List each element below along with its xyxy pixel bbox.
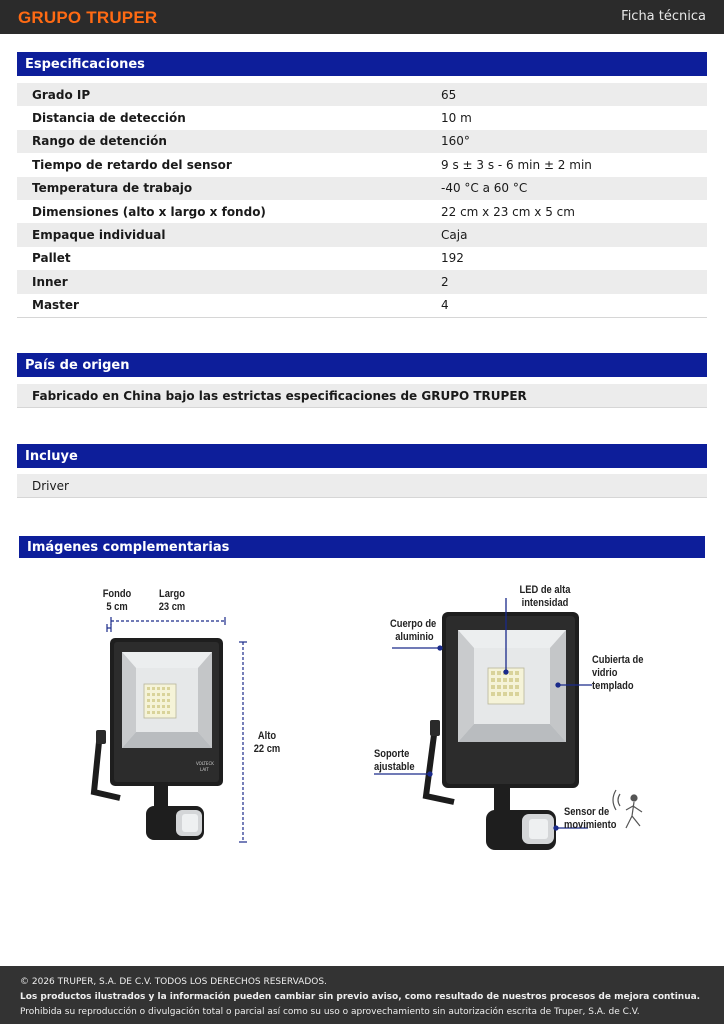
dimensions-figure <box>80 580 310 860</box>
cover-callout-line2: vidrio templado <box>592 667 634 692</box>
cover-callout <box>592 654 660 693</box>
table-row <box>17 247 707 270</box>
spec-label: Distancia de detección <box>32 111 186 126</box>
spec-label: Rango de detención <box>32 134 167 149</box>
body-callout <box>390 618 441 644</box>
origin-heading: País de origen <box>17 353 707 377</box>
depth-label <box>100 588 134 614</box>
spec-label: Grado IP <box>32 87 91 102</box>
footer-legal: Prohibida su reproducción o divulgación total o parcial así como su uso o aprovechamiento sin autorización escrita de Truper, S.A. de C.V. <box>20 1007 640 1017</box>
document-type: Ficha técnica <box>621 9 706 24</box>
bracket-callout <box>374 748 425 774</box>
body-callout-line1: Cuerpo de <box>390 618 437 630</box>
spec-value: 22 cm x 23 cm x 5 cm <box>441 204 575 219</box>
footer-copyright: © 2026 TRUPER, S.A. DE C.V. TODOS LOS DERECHOS RESERVADOS. <box>20 977 327 987</box>
spec-label: Pallet <box>32 251 71 266</box>
table-row <box>17 83 707 106</box>
body-callout-line2: aluminio <box>395 631 434 643</box>
width-label <box>153 588 190 614</box>
table-row <box>17 200 707 223</box>
spec-value: 65 <box>441 87 457 102</box>
product-line-mark: LAIT <box>200 767 209 772</box>
bracket-callout-line2: ajustable <box>374 761 415 773</box>
depth-label-text: Fondo <box>102 588 132 600</box>
product-brand-mark: VOLTECK <box>196 761 214 766</box>
led-callout: LED de alta intensidad <box>519 584 571 609</box>
table-row <box>17 294 707 317</box>
includes-text: Driver <box>17 474 707 498</box>
footer <box>0 966 724 1024</box>
table-row <box>17 223 707 246</box>
images-heading: Imágenes complementarias <box>19 536 705 558</box>
spec-value: 10 m <box>441 111 472 126</box>
height-label <box>249 730 285 756</box>
includes-heading: Incluye <box>17 444 707 468</box>
depth-value: 5 cm <box>106 601 128 613</box>
spec-label: Dimensiones (alto x largo x fondo) <box>32 204 266 219</box>
spec-label: Temperatura de trabajo <box>32 181 193 196</box>
spec-label: Empaque individual <box>32 228 166 243</box>
spec-label: Inner <box>32 274 68 289</box>
width-value: 23 cm <box>158 601 186 613</box>
spec-value: 9 s ± 3 s - 6 min ± 2 min <box>441 157 592 172</box>
bracket-callout-line1: Soporte <box>374 748 410 760</box>
height-label-text: Alto <box>257 730 277 742</box>
spec-label: Tiempo de retardo del sensor <box>32 157 232 172</box>
parts-figure <box>370 580 670 860</box>
spec-value: 192 <box>441 251 464 266</box>
footer-notice: Los productos ilustrados y la información pueden cambiar sin previo aviso, como resultado de nuestros procesos de mejora continua. <box>20 992 701 1002</box>
sensor-callout-line1: Sensor de <box>564 806 610 818</box>
spec-value: 4 <box>441 298 449 313</box>
spec-value: -40 °C a 60 °C <box>441 181 528 196</box>
top-bar <box>0 0 724 34</box>
spec-label: Master <box>32 298 79 313</box>
brand-logo: GRUPO TRUPER <box>18 8 158 27</box>
height-value: 22 cm <box>253 743 281 755</box>
spec-value: 2 <box>441 274 449 289</box>
table-row <box>17 106 707 129</box>
specs-table <box>17 83 707 318</box>
sensor-callout <box>564 806 624 832</box>
table-row <box>17 177 707 200</box>
sensor-callout-line2: movimiento <box>564 819 617 831</box>
spec-value: 160° <box>441 134 470 149</box>
specs-heading: Especificaciones <box>17 52 707 76</box>
origin-text: Fabricado en China bajo las estrictas especificaciones de GRUPO TRUPER <box>17 384 707 408</box>
width-label-text: Largo <box>159 588 185 600</box>
floodlight-dimensions-illustration <box>80 580 310 860</box>
spec-value: Caja <box>441 228 468 243</box>
table-row <box>17 153 707 176</box>
table-row <box>17 270 707 293</box>
cover-callout-line1: Cubierta de <box>592 654 644 666</box>
table-row <box>17 130 707 153</box>
